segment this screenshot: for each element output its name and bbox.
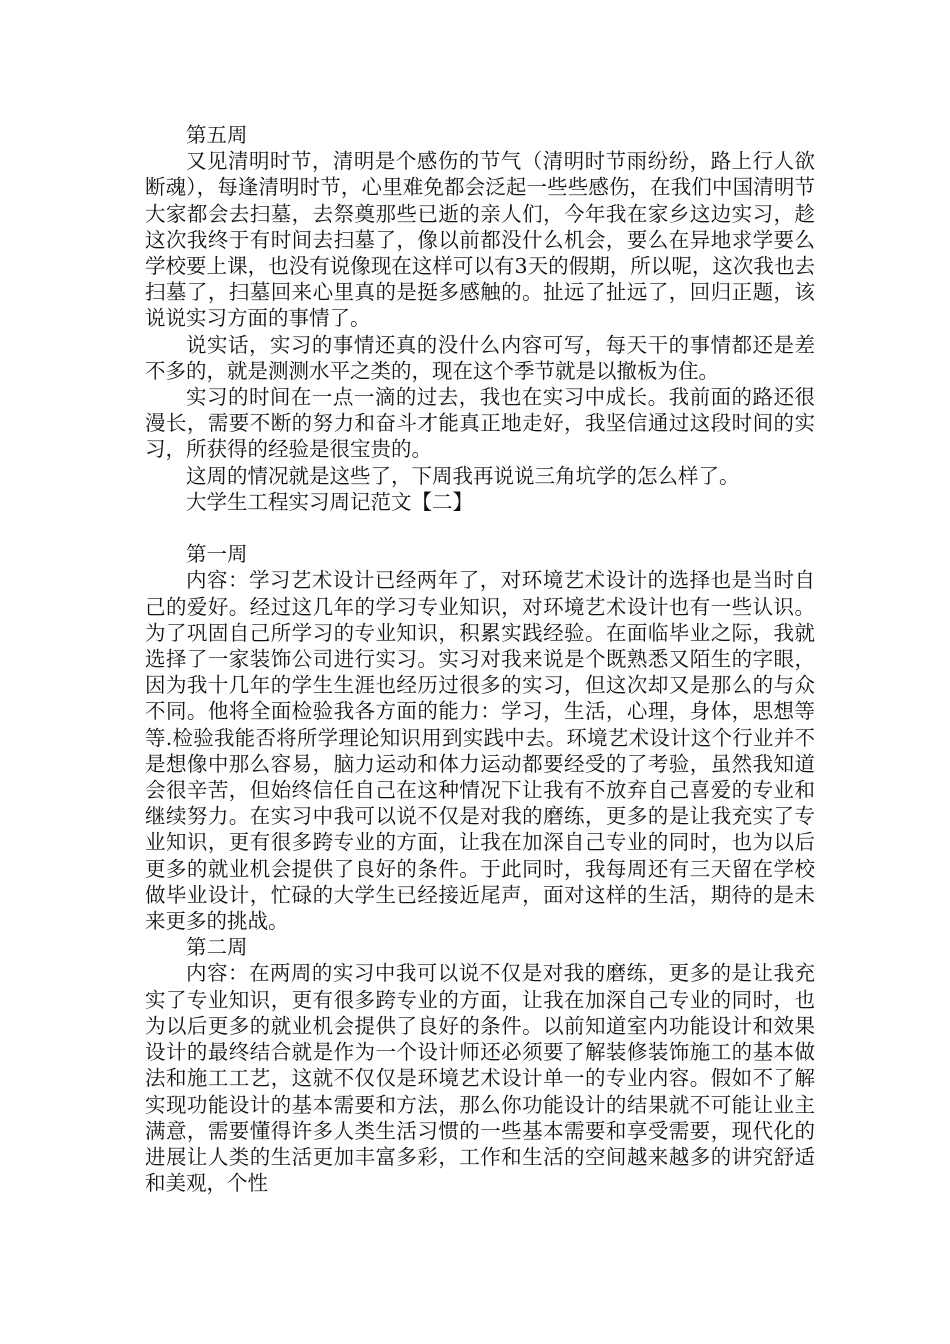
- paragraph: 说实话，实习的事情还真的没什么内容可写，每天干的事情都还是差不多的，就是测测水平之类的，现在这个季节就是以撤板为住。: [145, 332, 815, 383]
- document-body: [145, 122, 815, 1196]
- section-heading-week-1: 第一周: [186, 542, 248, 567]
- paragraph: 内容：在两周的实习中我可以说不仅是对我的磨练，更多的是让我充实了专业知识，更有很多跨专业的方面，让我在加深自己专业的同时，也为以后更多的就业机会提供了良好的条件。以前知道室内功能设计和效果设计的最终结合就是作为一个设计师还必须要了解装修装饰施工的基本做法和施工工艺，这就不仅仅是环境艺术设计单一的专业内容。假如不了解实现功能设计的基本需要和方法，那么你功能设计的结果就不可能让业主满意，需要懂得许多人类生活习惯的一些基本需要和享受需要，现代化的进展让人类的生活更加丰富多彩，工作和生活的空间越来越多的讲究舒适和美观，个性: [145, 961, 815, 1196]
- blank-line: [145, 515, 815, 541]
- article-title: 大学生工程实习周记范文【二】: [186, 489, 473, 514]
- paragraph: 内容：学习艺术设计已经两年了，对环境艺术设计的选择也是当时自己的爱好。经过这几年的学习专业知识，对环境艺术设计也有一些认识。为了巩固自己所学习的专业知识，积累实践经验。在面临毕业之际，我就选择了一家装饰公司进行实习。实习对我来说是个既熟悉又陌生的字眼，因为我十几年的学生生涯也经历过很多的实习，但这次却又是那么的与众不同。他将全面检验我各方面的能力：学习，生活，心理，身体，思想等等.检验我能否将所学理论知识用到实践中去。环境艺术设计这个行业并不是想像中那么容易，脑力运动和体力运动都要经受的了考验，虽然我知道会很辛苦，但始终信任自己在这种情况下让我有不放弃自己喜爱的专业和继续努力。在实习中我可以说不仅是对我的磨练，更多的是让我充实了专业知识，更有很多跨专业的方面，让我在加深自己专业的同时，也为以后更多的就业机会提供了良好的条件。于此同时，我每周还有三天留在学校做毕业设计，忙碌的大学生已经接近尾声，面对这样的生活，期待的是未来更多的挑战。: [145, 568, 815, 934]
- section-heading-week-2: 第二周: [186, 935, 248, 960]
- paragraph: 又见清明时节，清明是个感伤的节气（清明时节雨纷纷，路上行人欲断魂），每逢清明时节，心里难免都会泛起一些些感伤，在我们中国清明节大家都会去扫墓，去祭奠那些已逝的亲人们，今年我在家乡这边实习，趁这次我终于有时间去扫墓了，像以前都没什么机会，要么在异地求学要么学校要上课，也没有说像现在这样可以有3天的假期，所以呢，这次我也去扫墓了，扫墓回来心里真的是挺多感触的。扯远了扯远了，回归正题，该说说实习方面的事情了。: [145, 149, 815, 331]
- paragraph: 这周的情况就是这些了，下周我再说说三角坑学的怎么样了。: [186, 463, 740, 488]
- section-heading-week-5: 第五周: [186, 123, 248, 147]
- paragraph: 实习的时间在一点一滴的过去，我也在实习中成长。我前面的路还很漫长，需要不断的努力和奋斗才能真正地走好，我坚信通过这段时间的实习，所获得的经验是很宝贵的。: [145, 385, 815, 462]
